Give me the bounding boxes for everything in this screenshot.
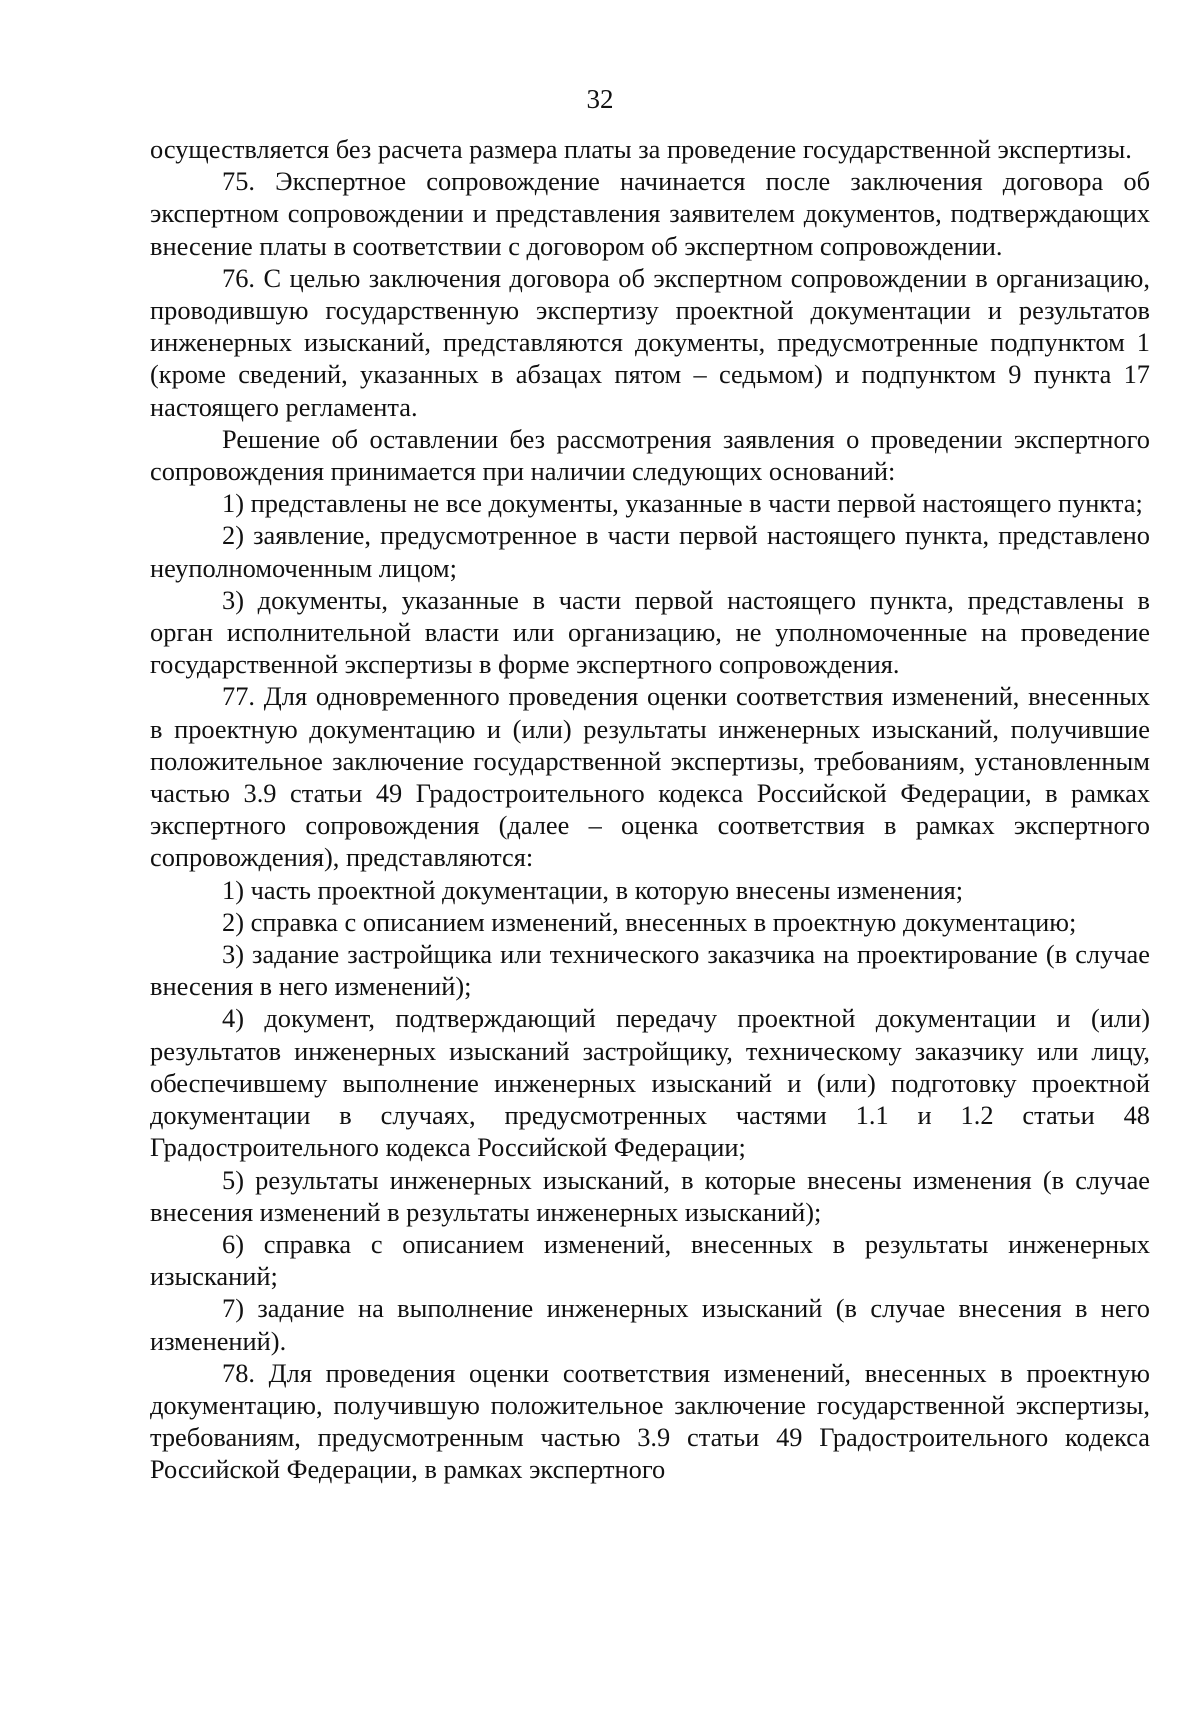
paragraph-76-decision: Решение об оставлении без рассмотрения заявления о проведении экспертного сопровождения принимается при наличии следующих оснований: (150, 423, 1150, 487)
page-number: 32 (586, 84, 614, 114)
list-item-76-3: 3) документы, указанные в части первой настоящего пункта, представлены в орган исполнительной власти или организацию, не уполномоченные на проведение государственной экспертизы в форме экспертного сопровождения. (150, 584, 1150, 680)
list-item-77-3: 3) задание застройщика или технического заказчика на проектирование (в случае внесения в него изменений); (150, 939, 1150, 1002)
list-item-77-2: 2) справка с описанием изменений, внесенных в проектную документацию; (222, 906, 1077, 937)
list-item-77-5: 5) результаты инженерных изысканий, в которые внесены изменения (в случае внесения изменений в результаты инженерных изысканий); (150, 1164, 1150, 1227)
list-item-76-2: 2) заявление, предусмотренное в части первой настоящего пункта, представлено неуполномоченным лицом; (150, 520, 1150, 583)
list-item-77-1: 1) часть проектной документации, в которую внесены изменения; (222, 874, 964, 905)
paragraph-continuation: осуществляется без расчета размера платы за проведение государственной экспертизы. (150, 134, 1132, 164)
list-item-76-1: 1) представлены не все документы, указанные в части первой настоящего пункта; (222, 488, 1143, 519)
paragraph-75: 75. Экспертное сопровождение начинается после заключения договора об экспертном сопровождении и представления заявителем документов, подтверждающих внесение платы в соответствии с договором об экспертном сопровождении. (150, 166, 1150, 261)
list-item-77-6: 6) справка с описанием изменений, внесенных в результаты инженерных изысканий; (150, 1228, 1150, 1292)
paragraph-77: 77. Для одновременного проведения оценки соответствия изменений, внесенных в проектную документацию и (или) результаты инженерных изысканий, получившие положительное заключение государственной экспертизы, требованиям, установленным частью 3.9 статьи 49 Градостроительного кодекса Российской Федерации, в рамках экспертного сопровождения (далее – оценка соответствия в рамках экспертного сопровождения), представляются: (150, 681, 1150, 873)
paragraph-76: 76. С целью заключения договора об экспертном сопровождении в организацию, проводившую государственную экспертизу проектной документации и результатов инженерных изысканий, представляются документы, предусмотренные подпунктом 1 (кроме сведений, указанных в абзацах пятом – седьмом) и подпунктом 9 пункта 17 настоящего регламента. (150, 262, 1150, 422)
list-item-77-7: 7) задание на выполнение инженерных изысканий (в случае внесения в него изменений). (150, 1293, 1150, 1356)
list-item-77-4: 4) документ, подтверждающий передачу проектной документации и (или) результатов инженерных изысканий застройщику, техническому заказчику или лицу, обеспечившему выполнение инженерных изысканий и (или) подготовку проектной документации в случаях, предусмотренных частями 1.1 и 1.2 статьи 48 Градостроительного кодекса Российской Федерации; (150, 1003, 1150, 1163)
paragraph-78: 78. Для проведения оценки соответствия изменений, внесенных в проектную документацию, получившую положительное заключение государственной экспертизы, требованиям, предусмотренным частью 3.9 статьи 49 Градостроительного кодекса Российской Федерации, в рамках экспертного (150, 1357, 1150, 1485)
document-body (150, 133, 1150, 1486)
